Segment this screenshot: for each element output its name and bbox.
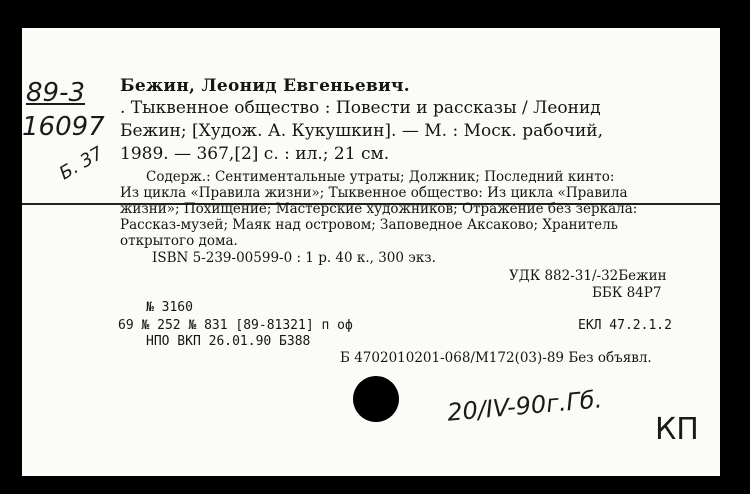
contents-line: Рассказ-музей; Маяк над островом; Заповедное Аксаково; Хранитель	[120, 217, 619, 233]
shelf-mark: 89-3	[26, 78, 86, 108]
isbn-line: ISBN 5-239-00599-0 : 1 р. 40 к., 300 экз.	[152, 250, 436, 266]
bbk-code: ББК 84Р7	[592, 285, 662, 301]
udk-code: УДК 882-31/-32Бежин	[509, 268, 667, 284]
contents-line: Содерж.: Сентиментальные утраты; Должник; Последний кинто:	[146, 169, 615, 185]
ekl-code: ЕКЛ 47.2.1.2	[578, 318, 672, 333]
punch-hole	[353, 376, 399, 422]
author-heading: Бежин, Леонид Евгеньевич.	[120, 76, 410, 96]
initials-mark: Б. 37	[55, 142, 107, 185]
order-line: 69 № 252 № 831 [89-81321] п оф	[118, 318, 353, 333]
title-line: 1989. — 367,[2] с. : ил.; 21 см.	[120, 144, 390, 164]
barcode-line: Б 4702010201-068/М172(03)-89 Без объявл.	[340, 350, 652, 366]
npo-line: НПО ВКП 26.01.90 Б388	[146, 334, 311, 349]
corner-mark: КП	[655, 412, 699, 447]
inventory-number: 16097	[22, 112, 105, 142]
contents-line: открытого дома.	[120, 233, 238, 249]
date-note: 20/IV-90г.Гб.	[446, 385, 604, 427]
title-line: . Тыквенное общество : Повести и рассказы / Леонид	[120, 98, 601, 118]
title-line: Бежин; [Худож. А. Кукушкин]. — М. : Моск. рабочий,	[120, 121, 604, 141]
contents-line: жизни»; Похищение; Мастерские художников; Отражение без зеркала:	[120, 201, 638, 217]
catalog-card	[22, 28, 720, 476]
card-number: № 3160	[146, 300, 193, 315]
contents-line: Из цикла «Правила жизни»; Тыквенное общество: Из цикла «Правила	[120, 185, 628, 201]
